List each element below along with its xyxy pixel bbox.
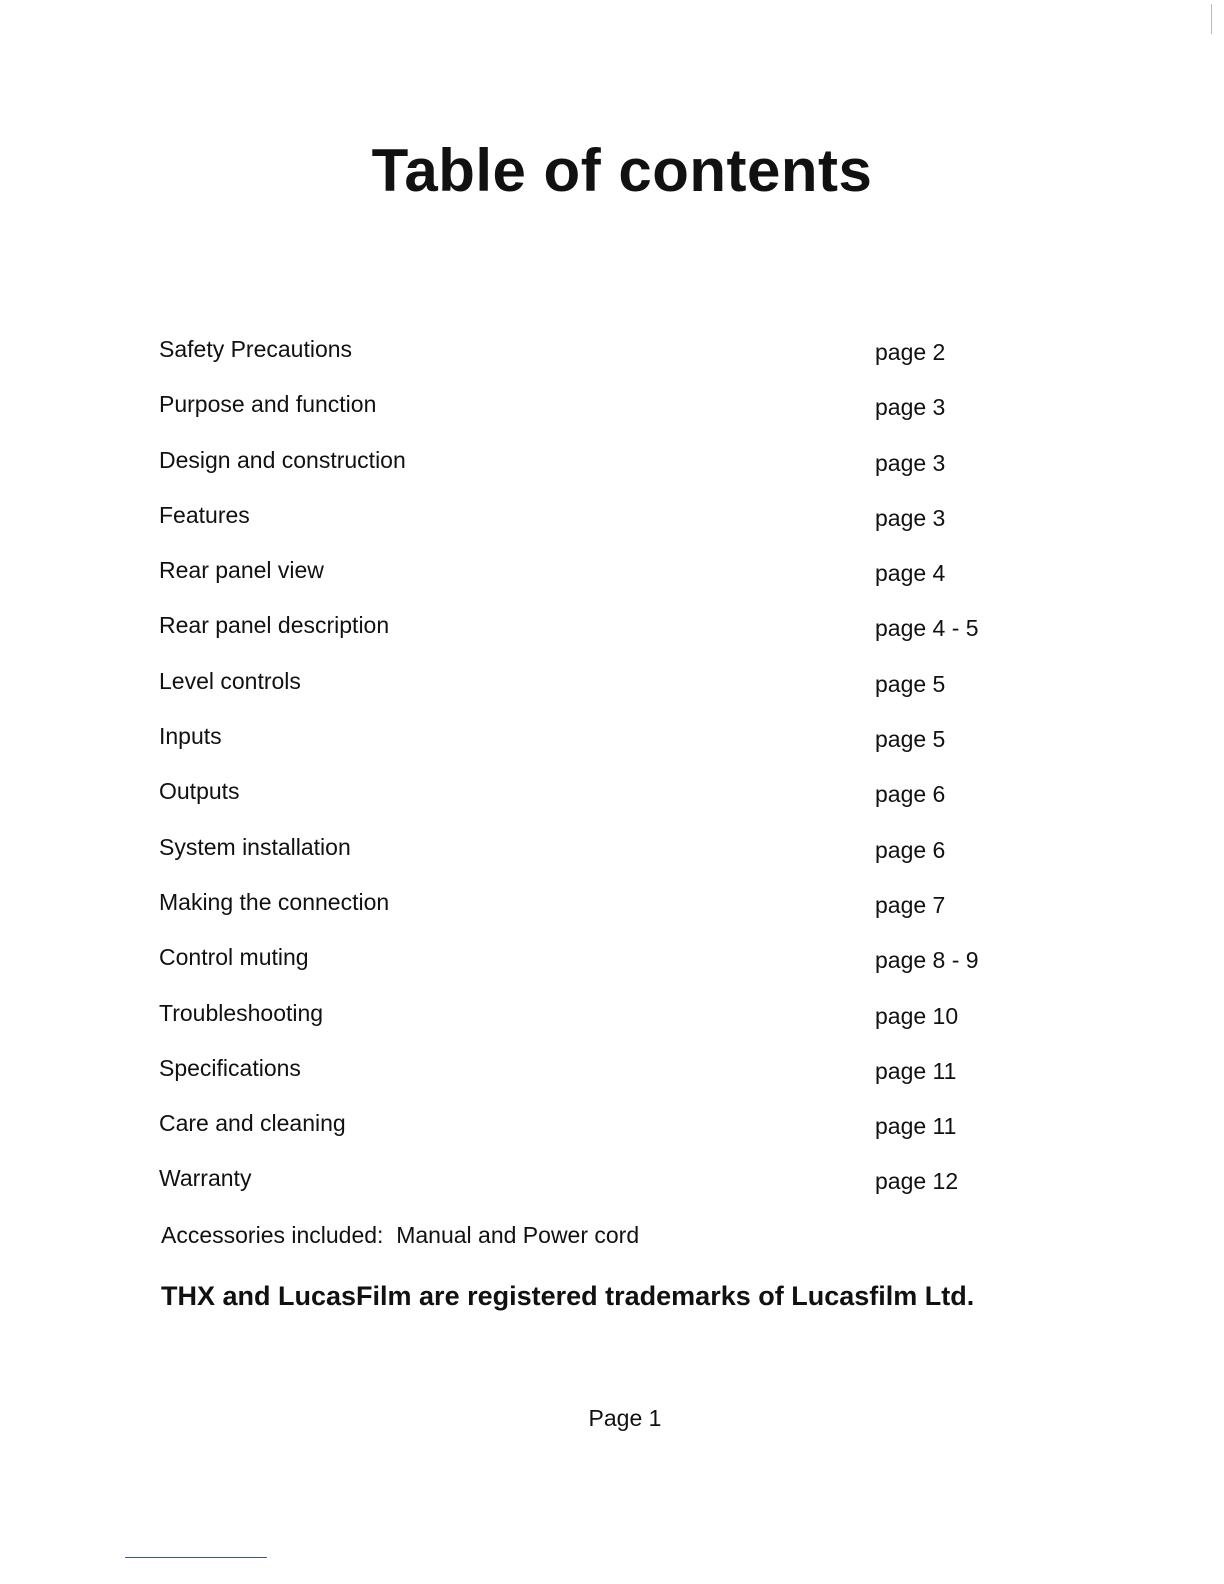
toc-entry — [0, 938, 1224, 993]
toc-entry-page: page 3 — [875, 449, 946, 476]
toc-entry-page: page 8 - 9 — [875, 947, 979, 974]
toc-entry-label: Safety Precautions — [159, 336, 353, 362]
toc-entry-label: Control muting — [159, 944, 309, 971]
toc-entry — [0, 883, 1224, 938]
toc-entry-label: Care and cleaning — [159, 1110, 346, 1137]
toc-entry-page: page 5 — [875, 670, 946, 697]
scan-edge-mark — [1211, 4, 1212, 34]
toc-entry-label: Making the connection — [159, 888, 390, 915]
toc-entry — [0, 551, 1224, 606]
trademark-notice: THX and LucasFilm are registered trademarks of Lucasfilm Ltd. — [161, 1281, 975, 1311]
toc-entry — [0, 828, 1224, 883]
toc-entry-label: Design and construction — [159, 446, 406, 473]
toc-entry-label: Specifications — [159, 1054, 301, 1081]
toc-entry — [0, 994, 1224, 1049]
toc-entry — [0, 385, 1224, 440]
toc-entry-page: page 6 — [875, 781, 946, 808]
toc-entry-label: Level controls — [159, 667, 301, 694]
toc-entry-page: page 3 — [875, 394, 946, 421]
toc-entry-page: page 5 — [875, 726, 946, 753]
toc-entry-page: page 4 — [875, 560, 946, 587]
toc-entry-page: page 11 — [875, 1057, 957, 1084]
toc-entry — [0, 717, 1224, 772]
toc-entry-page: page 3 — [875, 504, 946, 531]
toc-entry — [0, 496, 1224, 551]
accessories-note: Accessories included: Manual and Power cord — [161, 1222, 640, 1248]
page-number: Page 1 — [588, 1405, 662, 1431]
toc-entry-label: Purpose and function — [159, 391, 377, 418]
toc-entry — [0, 1049, 1224, 1104]
toc-entry-page: page 12 — [875, 1168, 959, 1195]
toc-entry — [0, 441, 1224, 496]
toc-entry — [0, 772, 1224, 827]
page-title: Table of contents — [371, 137, 873, 204]
toc-entry-label: Rear panel view — [159, 557, 324, 584]
toc-entry-label: Warranty — [159, 1165, 252, 1192]
toc-entry-page: page 6 — [875, 836, 946, 863]
toc-list — [0, 330, 1224, 1215]
toc-entry — [0, 1159, 1224, 1214]
toc-entry — [0, 662, 1224, 717]
toc-entry-page: page 7 — [875, 891, 946, 918]
toc-entry-label: Outputs — [159, 778, 240, 805]
toc-entry — [0, 1104, 1224, 1159]
toc-entry-label: Inputs — [159, 723, 222, 750]
toc-entry-label: Features — [159, 501, 250, 528]
toc-entry-page: page 11 — [875, 1113, 957, 1140]
bottom-divider — [125, 1557, 267, 1558]
toc-entry-label: Rear panel description — [159, 612, 390, 639]
toc-entry — [0, 606, 1224, 661]
toc-entry — [0, 330, 1224, 385]
toc-entry-page: page 2 — [875, 339, 946, 365]
toc-entry-page: page 4 - 5 — [875, 615, 979, 642]
toc-entry-page: page 10 — [875, 1002, 959, 1029]
toc-entry-label: System installation — [159, 833, 351, 860]
toc-entry-label: Troubleshooting — [159, 999, 324, 1026]
